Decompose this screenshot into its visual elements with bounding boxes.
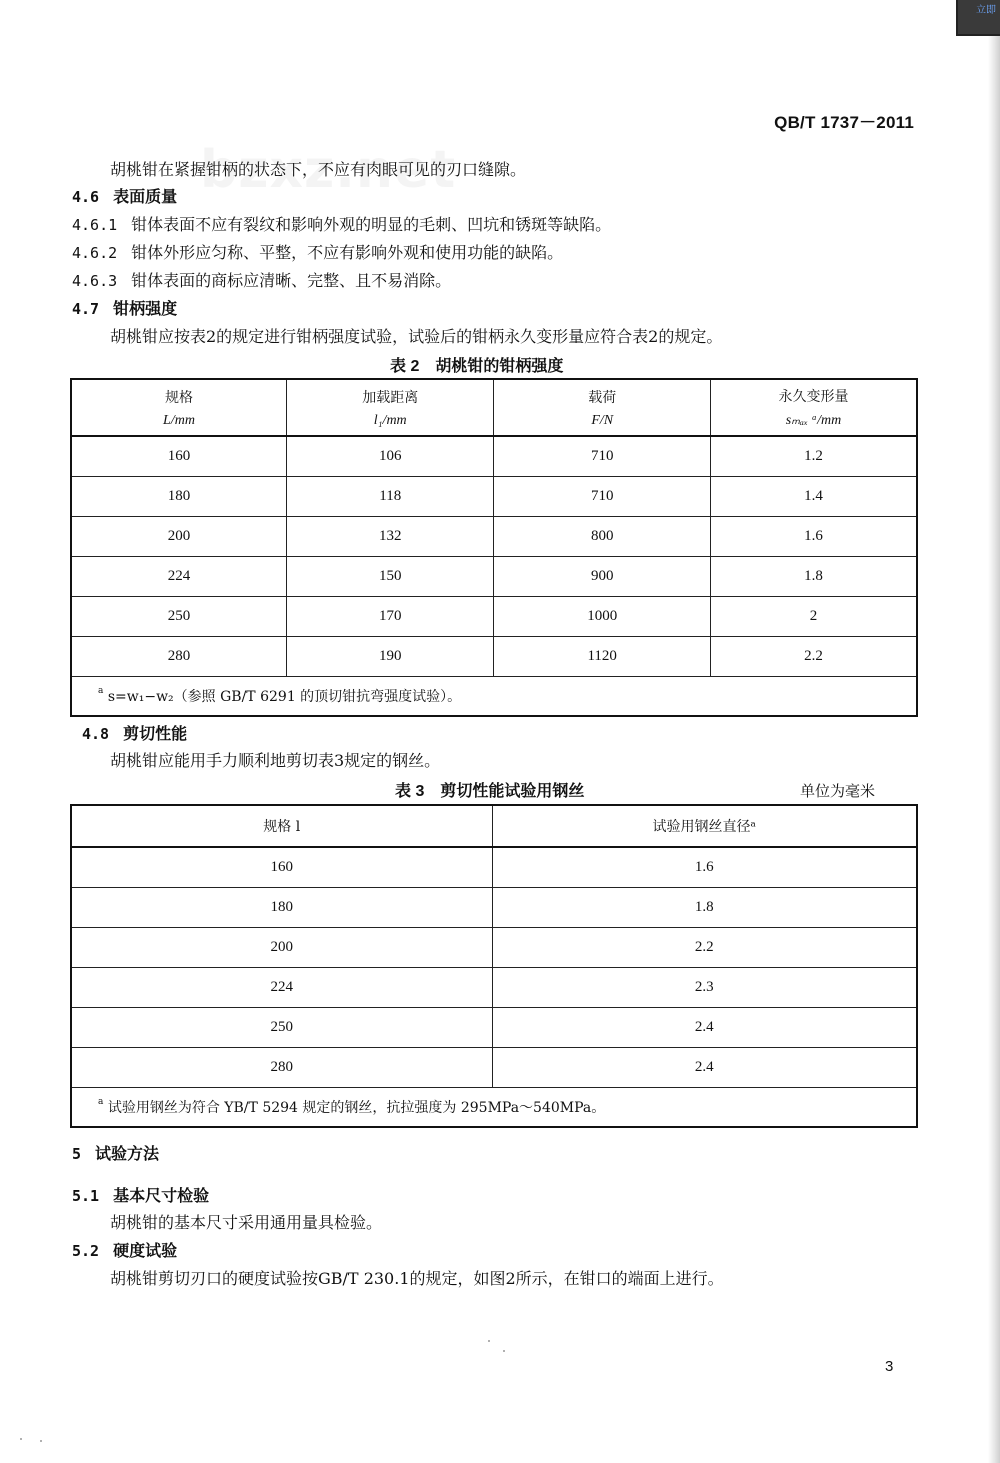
cell: 1.4 [710,476,917,516]
header-load-distance: 加载距离 l₁/mm [286,379,494,436]
cell: 180 [71,476,286,516]
clause-text: 钳体表面的商标应清晰、完整、且不易消除。 [131,271,452,290]
cell: 150 [286,556,494,596]
cell: 2.2 [710,636,917,676]
cell: 800 [494,516,710,556]
section-4-7-heading [72,298,177,320]
cell: 160 [71,436,286,476]
section-title: 钳柄强度 [113,299,178,318]
section-5-2-heading [72,1240,177,1262]
table-2-caption [390,353,563,376]
cell: 200 [71,927,492,967]
table-row [71,636,917,676]
section-number: 5 [72,1145,82,1163]
cell: 190 [286,636,494,676]
section-4-8-heading [82,723,187,745]
paragraph-5-1: 胡桃钳的基本尺寸采用通用量具检验。 [110,1213,383,1232]
section-title: 硬度试验 [113,1241,178,1260]
cell: 118 [286,476,494,516]
paragraph-blade-gap: 胡桃钳在紧握钳柄的状态下，不应有肉眼可见的刃口缝隙。 [110,160,527,179]
header-wire-diameter: 试验用钢丝直径ᵃ [492,805,917,847]
table-row [71,1007,917,1047]
header-deformation: 永久变形量 sₘₐₓ ᵃ/mm [710,379,917,436]
page-number: 3 [885,1358,894,1375]
table-row [71,516,917,556]
clause-number: 4.6.1 [72,216,118,234]
scan-speck [503,1350,505,1352]
table-row [71,847,917,887]
table-title: 剪切性能试验用钢丝 [440,781,585,800]
table-3 [70,804,918,1128]
paragraph-4-7: 胡桃钳应按表2的规定进行钳柄强度试验，试验后的钳柄永久变形量应符合表2的规定。 [110,327,723,346]
section-title: 试验方法 [95,1144,160,1163]
table-number: 表 2 [390,358,420,375]
cell: 280 [71,1047,492,1087]
section-number: 5.1 [72,1187,100,1205]
cell: 224 [71,967,492,1007]
scan-speck [40,1440,42,1442]
cell: 900 [494,556,710,596]
cell: 1000 [494,596,710,636]
section-5-1-heading [72,1185,209,1207]
cell: 250 [71,1007,492,1047]
cell: 2.4 [492,1047,917,1087]
header-spec: 规格 L/mm [71,379,286,436]
clause-4-6-2 [72,242,563,264]
section-number: 4.7 [72,300,100,318]
cell: 224 [71,556,286,596]
corner-button[interactable] [956,0,1000,36]
header-spec: 规格 l [71,805,492,847]
table-header-row [71,379,917,436]
table-2 [70,378,918,717]
table-row [71,436,917,476]
table-number: 表 3 [395,783,425,800]
clause-4-6-3 [72,270,451,292]
section-number: 4.8 [82,725,110,743]
clause-text: 钳体外形应匀称、平整，不应有影响外观和使用功能的缺陷。 [131,243,564,262]
cell: 2.3 [492,967,917,1007]
clause-number: 4.6.3 [72,272,118,290]
header-load: 载荷 F/N [494,379,710,436]
document-code: QB/T 1737－2011 [774,113,914,132]
table-3-caption [395,778,584,801]
cell: 1.8 [492,887,917,927]
paragraph-4-8: 胡桃钳应能用手力顺利地剪切表3规定的钢丝。 [110,751,441,770]
section-number: 4.6 [72,188,100,206]
cell: 180 [71,887,492,927]
table-row [71,596,917,636]
cell: 200 [71,516,286,556]
table-title: 胡桃钳的钳柄强度 [435,356,564,375]
table-row [71,887,917,927]
clause-4-6-1 [72,214,611,236]
cell: 1.2 [710,436,917,476]
cell: 1.8 [710,556,917,596]
cell: 1.6 [710,516,917,556]
cell: 170 [286,596,494,636]
cell: 250 [71,596,286,636]
table-note: $^a$ s=w₁−w₂（参照 GB/T 6291 的顶切钳抗弯强度试验）。 [71,676,917,716]
section-title: 基本尺寸检验 [113,1186,210,1205]
table-header-row [71,805,917,847]
scan-speck [488,1340,490,1342]
section-title: 表面质量 [113,187,178,206]
page-edge-shadow [988,0,1000,1463]
table-row [71,1047,917,1087]
table-row [71,556,917,596]
table-note: $^a$ 试验用钢丝为符合 YB/T 5294 规定的钢丝，抗拉强度为 295MPa～540MPa。 [71,1087,917,1127]
cell: 106 [286,436,494,476]
scan-speck [20,1438,22,1440]
paragraph-5-2: 胡桃钳剪切刃口的硬度试验按GB/T 230.1的规定，如图2所示，在钳口的端面上进行。 [110,1269,724,1288]
cell: 2.4 [492,1007,917,1047]
clause-number: 4.6.2 [72,244,118,262]
section-title: 剪切性能 [123,724,188,743]
table-3-unit: 单位为毫米 [800,782,876,800]
cell: 280 [71,636,286,676]
table-row [71,927,917,967]
section-5-heading [72,1143,159,1165]
cell: 710 [494,436,710,476]
section-number: 5.2 [72,1242,100,1260]
cell: 2.2 [492,927,917,967]
cell: 2 [710,596,917,636]
table-row [71,476,917,516]
cell: 1120 [494,636,710,676]
table-note-row [71,676,917,716]
table-note-row [71,1087,917,1127]
cell: 132 [286,516,494,556]
corner-label: 立即 [976,5,996,16]
cell: 1.6 [492,847,917,887]
table-row [71,967,917,1007]
clause-text: 钳体表面不应有裂纹和影响外观的明显的毛刺、凹坑和锈斑等缺陷。 [131,215,612,234]
cell: 710 [494,476,710,516]
cell: 160 [71,847,492,887]
section-4-6-heading [72,186,177,208]
